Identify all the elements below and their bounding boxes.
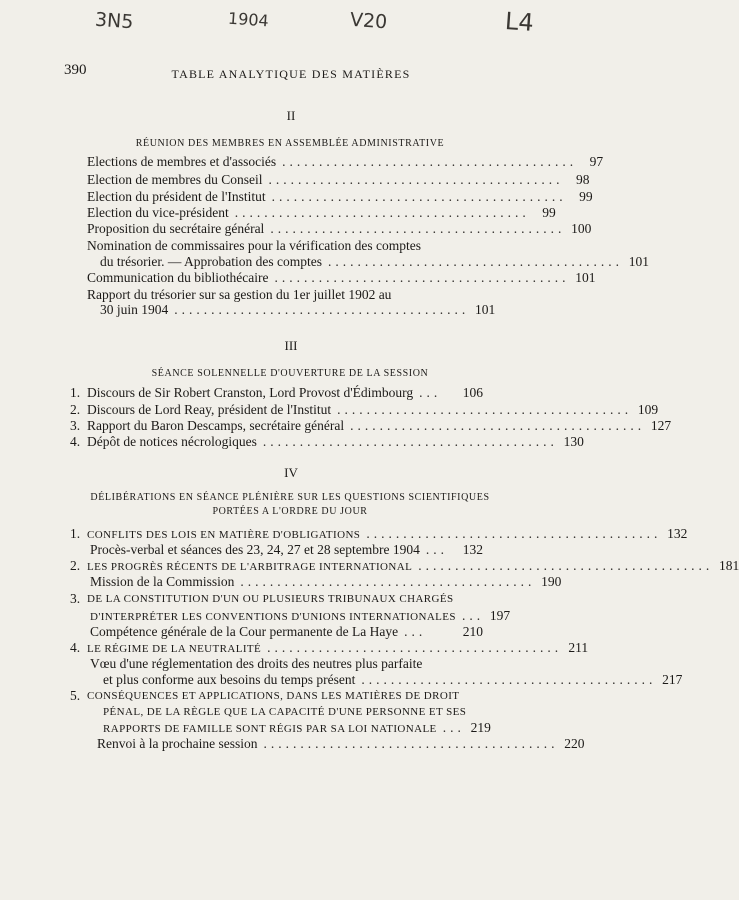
handwritten-note: 1904: [227, 8, 270, 31]
entry-number: 2.: [70, 402, 81, 417]
toc-entry-continuation: 30 juin 1904 ........................................ 101: [100, 300, 483, 320]
entry-label: CONFLITS DES LOIS EN MATIÈRE D'OBLIGATIONS: [87, 529, 361, 541]
entry-label: Compétence générale de la Cour permanente de La Haye: [90, 624, 399, 639]
entry-label: Communication du bibliothécaire: [87, 270, 269, 285]
entry-page: 132: [667, 526, 688, 541]
entry-label: Proposition du secrétaire général: [87, 221, 265, 236]
toc-entry: Proposition du secrétaire général ........................................ 100: [87, 219, 483, 239]
entry-label: du trésorier. — Approbation des comptes: [100, 254, 322, 269]
entry-page: 190: [541, 574, 562, 589]
entry-page: 109: [637, 402, 659, 417]
entry-page: 132: [462, 542, 483, 557]
section-title: DÉLIBÉRATIONS EN SÉANCE PLÉNIÈRE SUR LES QUESTIONS SCIENTIFIQUES: [90, 492, 490, 503]
entry-number: 3.: [70, 591, 81, 606]
toc-entry: Discours de Lord Reay, président de l'Institut ........................................ 109: [87, 400, 483, 420]
entry-label: Discours de Sir Robert Cranston, Lord Provost d'Édimbourg: [87, 385, 414, 400]
entry-number: 1.: [70, 385, 81, 400]
entry-label: Dépôt de notices nécrologiques: [87, 434, 257, 449]
toc-entry: LES PROGRÈS RÉCENTS DE L'ARBITRAGE INTERNATIONAL ........................................ 181: [87, 556, 483, 576]
entry-label: Elections de membres et d'associés: [87, 154, 277, 169]
entry-label: Discours de Lord Reay, président de l'Institut: [87, 402, 332, 417]
toc-entry-continuation: RAPPORTS DE FAMILLE SONT RÉGIS PAR SA LOI NATIONALE ... 219: [103, 718, 483, 738]
entry-label: LE RÉGIME DE LA NEUTRALITÉ: [87, 643, 262, 655]
entry-label: et plus conforme aux besoins du temps présent: [103, 672, 356, 687]
page-number: 390: [64, 62, 87, 78]
entry-page: 197: [489, 608, 511, 623]
entry-label: DE LA CONSTITUTION D'UN OU PLUSIEURS TRIBUNAUX CHARGÉS: [87, 593, 454, 605]
entry-label: Vœu d'une réglementation des droits des neutres plus parfaite: [90, 656, 423, 671]
entry-number: 1.: [70, 526, 81, 541]
entry-label: CONSÉQUENCES ET APPLICATIONS, DANS LES MATIÈRES DE DROIT: [87, 690, 460, 702]
handwritten-note: V20: [349, 8, 388, 34]
toc-entry: Mission de la Commission ........................................ 190: [90, 572, 483, 592]
entry-label: Mission de la Commission: [90, 574, 235, 589]
entry-label: Procès-verbal et séances des 23, 24, 27 et 28 septembre 1904: [90, 542, 420, 557]
toc-entry: Dépôt de notices nécrologiques ........................................ 130: [87, 432, 483, 452]
toc-entry: Discours de Sir Robert Cranston, Lord Provost d'Édimbourg ... 106: [87, 383, 483, 403]
entry-label: RAPPORTS DE FAMILLE SONT RÉGIS PAR SA LOI NATIONALE: [103, 723, 437, 735]
entry-label: Election du vice-président: [87, 205, 229, 220]
toc-entry: Election du président de l'Institut ........................................ 99: [87, 187, 483, 207]
entry-label: Election de membres du Conseil: [87, 172, 263, 187]
entry-number: 4.: [70, 434, 81, 449]
toc-entry-continuation: et plus conforme aux besoins du temps présent ........................................ 217: [103, 670, 483, 690]
entry-number: 3.: [70, 418, 81, 433]
entry-page: 99: [542, 205, 556, 220]
handwritten-note: L4: [504, 7, 535, 37]
handwritten-note: 3N5: [94, 8, 135, 34]
section-numeral: III: [284, 338, 298, 353]
entry-label: Rapport du Baron Descamps, secrétaire général: [87, 418, 345, 433]
toc-entry: Compétence générale de la Cour permanente de La Haye ... 210: [90, 622, 483, 642]
entry-page: 99: [579, 189, 593, 204]
toc-entry: LE RÉGIME DE LA NEUTRALITÉ ........................................ 211: [87, 638, 483, 658]
entry-page: 100: [571, 221, 592, 236]
entry-page: 130: [563, 434, 584, 449]
toc-entry: Election de membres du Conseil ........................................ 98: [87, 170, 483, 190]
toc-entry: Renvoi à la prochaine session ........................................ 220: [97, 734, 483, 754]
entry-number: 5.: [70, 688, 81, 703]
entry-page: 106: [462, 385, 483, 400]
section-numeral: II: [286, 108, 296, 123]
toc-entry: Procès-verbal et séances des 23, 24, 27 et 28 septembre 1904 ... 132: [90, 540, 483, 560]
entry-page: 127: [650, 418, 672, 433]
entry-label: Election du président de l'Institut: [87, 189, 266, 204]
entry-page: 211: [568, 640, 589, 655]
entry-number: 2.: [70, 558, 81, 573]
entry-page: 217: [662, 672, 683, 687]
section-title-line2: PORTÉES A L'ORDRE DU JOUR: [212, 506, 368, 517]
entry-label: Renvoi à la prochaine session: [97, 736, 258, 751]
entry-page: 101: [628, 254, 649, 269]
entry-page: 101: [475, 302, 496, 317]
section-title: SÉANCE SOLENNELLE D'OUVERTURE DE LA SESSION: [151, 368, 429, 379]
section-title: RÉUNION DES MEMBRES EN ASSEMBLÉE ADMINISTRATIVE: [135, 138, 445, 149]
running-head: TABLE ANALYTIQUE DES MATIÈRES: [171, 67, 411, 81]
entry-page: 181: [718, 558, 739, 573]
section-numeral: IV: [284, 465, 298, 480]
entry-page: 101: [575, 270, 596, 285]
toc-entry: CONFLITS DES LOIS EN MATIÈRE D'OBLIGATIONS ........................................ 132: [87, 524, 483, 544]
entry-label: Nomination de commissaires pour la vérification des comptes: [87, 238, 422, 253]
entry-label: D'INTERPRÉTER LES CONVENTIONS D'UNIONS INTERNATIONALES: [90, 611, 456, 623]
entry-page: 97: [589, 154, 604, 169]
entry-number: 4.: [70, 640, 81, 655]
entry-label: Rapport du trésorier sur sa gestion du 1er juillet 1902 au: [87, 287, 392, 302]
toc-entry-continuation: du trésorier. — Approbation des comptes ........................................ 101: [100, 252, 483, 272]
toc-entry-continuation: PÉNAL, DE LA RÈGLE QUE LA CAPACITÉ D'UNE PERSONNE ET SES: [103, 706, 467, 718]
entry-page: 219: [470, 720, 491, 735]
toc-entry: Rapport du Baron Descamps, secrétaire général ........................................ 127: [87, 416, 483, 436]
toc-entry: Elections de membres et d'associés ........................................ 97: [87, 152, 483, 172]
entry-page: 98: [575, 172, 590, 187]
entry-page: 210: [462, 624, 483, 639]
entry-page: 220: [564, 736, 585, 751]
entry-label: LES PROGRÈS RÉCENTS DE L'ARBITRAGE INTERNATIONAL: [87, 561, 413, 573]
toc-entry: Election du vice-président ........................................ 99: [87, 203, 483, 223]
entry-label: 30 juin 1904: [100, 302, 169, 317]
toc-entry: Communication du bibliothécaire ........................................ 101: [87, 268, 483, 288]
toc-entry-continuation: D'INTERPRÉTER LES CONVENTIONS D'UNIONS INTERNATIONALES ... 197: [90, 606, 483, 626]
